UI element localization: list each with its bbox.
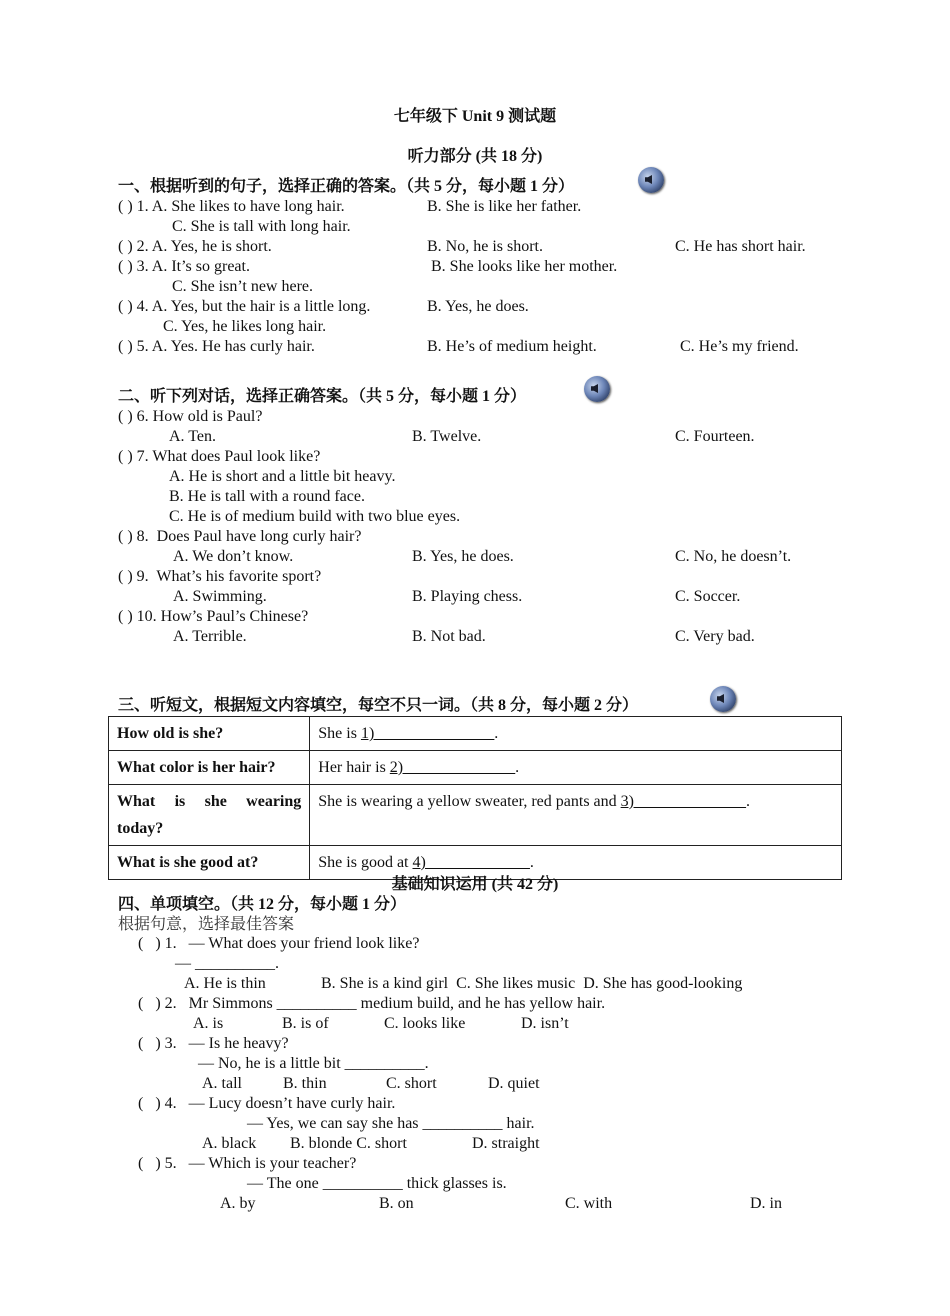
basics-header: 基础知识运用 (共 42 分)	[391, 876, 559, 893]
q1-option-b: B. She is like her father.	[427, 198, 582, 215]
table-question: How old is she?	[109, 717, 310, 751]
q6-line: ( ) 6. How old is Paul?	[118, 408, 263, 425]
q9-option-a: A. Swimming.	[173, 588, 267, 605]
table-answer	[310, 751, 842, 785]
mc5-option-b: B. on	[379, 1195, 414, 1212]
answer-period: .	[494, 725, 499, 742]
speaker-icon[interactable]	[710, 686, 736, 712]
mc3-line: ( ) 3. — Is he heavy?	[138, 1035, 289, 1052]
answer-text: She is wearing a yellow sweater, red pants and	[318, 793, 621, 810]
page-title: 七年级下 Unit 9 测试题	[393, 108, 557, 125]
q2-option-c: C. He has short hair.	[675, 238, 806, 255]
table-question: What is she wearing today?	[109, 785, 310, 846]
q6-option-b: B. Twelve.	[412, 428, 482, 445]
q5-option-c: C. He’s my friend.	[680, 338, 799, 355]
mc4-option-d: D. straight	[472, 1135, 540, 1152]
table-question: What color is her hair?	[109, 751, 310, 785]
q8-option-c: C. No, he doesn’t.	[675, 548, 792, 565]
q10-option-b: B. Not bad.	[412, 628, 486, 645]
mc5-option-c: C. with	[565, 1195, 613, 1212]
mc4-options-bc: B. blonde C. short	[290, 1135, 407, 1152]
mc1-option-a: A. He is thin	[184, 975, 266, 992]
mc5-answer-line: — The one __________ thick glasses is.	[247, 1175, 507, 1192]
speaker-icon[interactable]	[584, 376, 610, 402]
mc5-option-a: A. by	[220, 1195, 256, 1212]
listening-header: 听力部分 (共 18 分)	[407, 148, 543, 165]
mc2-line: ( ) 2. Mr Simmons __________ medium build, and he has yellow hair.	[138, 995, 606, 1012]
mc3-option-a: A. tall	[202, 1075, 242, 1092]
q8-option-a: A. We don’t know.	[173, 548, 294, 565]
answer-text: She is good at	[318, 854, 413, 871]
q4-line: ( ) 4. A. Yes, but the hair is a little long.	[118, 298, 371, 315]
mc1-line: ( ) 1. — What does your friend look like?	[138, 935, 420, 952]
answer-blank[interactable]: 2)______________	[389, 759, 516, 776]
mc4-option-a: A. black	[202, 1135, 257, 1152]
q2-line: ( ) 2. A. Yes, he is short.	[118, 238, 272, 255]
mc3-option-d: D. quiet	[488, 1075, 540, 1092]
q4-option-c: C. Yes, he likes long hair.	[163, 318, 327, 335]
answer-period: .	[745, 793, 750, 810]
speaker-icon[interactable]	[638, 167, 664, 193]
q7-option-c: C. He is of medium build with two blue eyes.	[169, 508, 461, 525]
q10-line: ( ) 10. How’s Paul’s Chinese?	[118, 608, 309, 625]
answer-text: Her hair is	[318, 759, 390, 776]
table-row	[109, 751, 842, 785]
q6-option-c: C. Fourteen.	[675, 428, 755, 445]
q9-option-c: C. Soccer.	[675, 588, 741, 605]
mc2-option-b: B. is of	[282, 1015, 329, 1032]
table-answer	[310, 717, 842, 751]
q9-line: ( ) 9. What’s his favorite sport?	[118, 568, 322, 585]
q7-option-b: B. He is tall with a round face.	[169, 488, 365, 505]
section4-title: 四、单项填空。（共 12 分，每小题 1 分）	[118, 896, 407, 913]
q7-line: ( ) 7. What does Paul look like?	[118, 448, 321, 465]
q7-option-a: A. He is short and a little bit heavy.	[169, 468, 396, 485]
mc2-option-d: D. isn’t	[521, 1015, 569, 1032]
q9-option-b: B. Playing chess.	[412, 588, 523, 605]
q10-option-c: C. Very bad.	[675, 628, 755, 645]
table-answer	[310, 785, 842, 846]
answer-text: She is	[318, 725, 361, 742]
fill-in-table	[108, 716, 842, 880]
q4-option-b: B. Yes, he does.	[427, 298, 529, 315]
mc4-line: ( ) 4. — Lucy doesn’t have curly hair.	[138, 1095, 396, 1112]
section2-title: 二、听下列对话，选择正确答案。（共 5 分，每小题 1 分）	[118, 388, 527, 405]
mc2-option-a: A. is	[193, 1015, 224, 1032]
table-question: What is she good at?	[109, 846, 310, 880]
answer-period: .	[529, 854, 534, 871]
section4-instruction: 根据句意，选择最佳答案	[118, 916, 295, 933]
mc5-option-d: D. in	[750, 1195, 782, 1212]
section3-title: 三、听短文，根据短文内容填空，每空不只一词。（共 8 分，每小题 2 分）	[118, 697, 639, 714]
mc4-answer-line: — Yes, we can say she has __________ hair.	[247, 1115, 535, 1132]
section1-title: 一、根据听到的句子，选择正确的答案。（共 5 分，每小题 1 分）	[118, 178, 575, 195]
mc3-option-b: B. thin	[283, 1075, 327, 1092]
mc1-answer-line: — __________.	[175, 955, 279, 972]
q8-line: ( ) 8. Does Paul have long curly hair?	[118, 528, 362, 545]
q1-option-c: C. She is tall with long hair.	[172, 218, 351, 235]
answer-blank[interactable]: 3)______________	[620, 793, 746, 810]
mc3-option-c: C. short	[386, 1075, 437, 1092]
answer-period: .	[515, 759, 520, 776]
q3-option-b: B. She looks like her mother.	[431, 258, 618, 275]
q3-line: ( ) 3. A. It’s so great.	[118, 258, 250, 275]
table-row	[109, 717, 842, 751]
q5-option-b: B. He’s of medium height.	[427, 338, 597, 355]
answer-blank[interactable]: 1)_______________	[360, 725, 495, 742]
mc3-answer-line: — No, he is a little bit __________.	[198, 1055, 429, 1072]
mc5-line: ( ) 5. — Which is your teacher?	[138, 1155, 357, 1172]
q10-option-a: A. Terrible.	[173, 628, 247, 645]
q5-line: ( ) 5. A. Yes. He has curly hair.	[118, 338, 315, 355]
mc1-options-bcd: B. She is a kind girl C. She likes music D. She has good-looking	[321, 975, 743, 992]
q3-option-c: C. She isn’t new here.	[172, 278, 314, 295]
q8-option-b: B. Yes, he does.	[412, 548, 514, 565]
answer-blank[interactable]: 4)_____________	[412, 854, 530, 871]
q6-option-a: A. Ten.	[169, 428, 217, 445]
q1-line: ( ) 1. A. She likes to have long hair.	[118, 198, 345, 215]
table-row	[109, 785, 842, 846]
mc2-option-c: C. looks like	[384, 1015, 466, 1032]
q2-option-b: B. No, he is short.	[427, 238, 543, 255]
